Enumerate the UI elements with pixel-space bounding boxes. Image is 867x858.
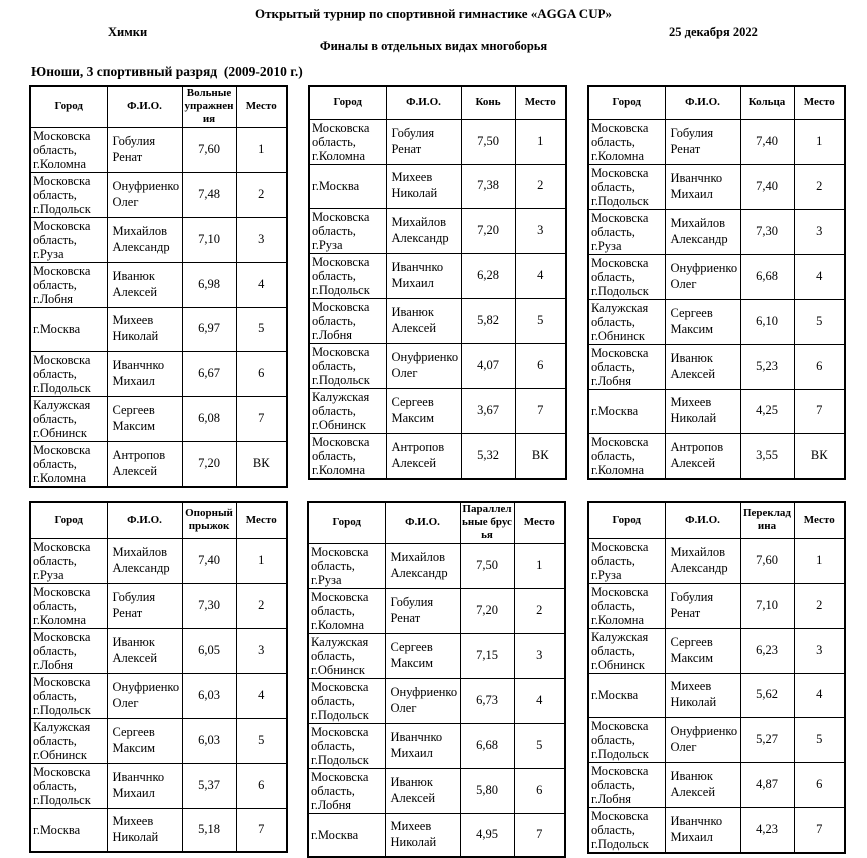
name-cell: Михайлов Александр (386, 208, 461, 253)
table-row (30, 441, 287, 487)
score-cell: 3,55 (740, 433, 794, 479)
score-cell: 6,68 (740, 254, 794, 299)
category-heading: Юноши, 3 спортивный разряд (2009-2010 г.) (31, 64, 303, 79)
table-row (588, 538, 845, 583)
results-table-vault (29, 501, 288, 853)
name-cell: Иванчнко Михаил (665, 807, 740, 853)
score-cell: 7,40 (740, 164, 794, 209)
place-cell: 4 (514, 678, 565, 723)
table-row (588, 344, 845, 389)
name-cell: Гобулия Ренат (107, 127, 182, 172)
city-column-header: Город (309, 86, 386, 119)
table-row (309, 208, 566, 253)
city-cell: Калужская область, г.Обнинск (30, 718, 107, 763)
score-cell: 6,67 (182, 351, 236, 396)
name-column-header: Ф.И.О. (386, 86, 461, 119)
event-column-header: Кольца (740, 86, 794, 119)
name-cell: Иванюк Алексей (665, 762, 740, 807)
city-cell: Московска область, г.Подольск (308, 678, 385, 723)
city-cell: г.Москва (30, 808, 107, 852)
score-cell: 6,73 (460, 678, 514, 723)
name-column-header: Ф.И.О. (385, 502, 460, 543)
table-row (588, 628, 845, 673)
city-cell: г.Москва (588, 673, 665, 717)
city-cell: г.Москва (308, 813, 385, 857)
name-cell: Антропов Алексей (665, 433, 740, 479)
table-row (309, 388, 566, 433)
table-row (30, 628, 287, 673)
table-row (309, 164, 566, 208)
score-cell: 7,40 (182, 538, 236, 583)
header-row (308, 502, 565, 543)
table-row (308, 588, 565, 633)
place-cell: 7 (794, 807, 845, 853)
city-column-header: Город (308, 502, 385, 543)
score-cell: 7,15 (460, 633, 514, 678)
place-column-header: Место (794, 86, 845, 119)
place-cell: 5 (794, 299, 845, 344)
city-cell: Московска область, г.Лобня (309, 298, 386, 343)
place-cell: 2 (236, 583, 287, 628)
table-row (30, 396, 287, 441)
table-row (308, 678, 565, 723)
city-cell: Московска область, г.Коломна (30, 127, 107, 172)
city-cell: Московска область, г.Лобня (588, 762, 665, 807)
city-column-header: Город (588, 86, 665, 119)
score-cell: 4,23 (740, 807, 794, 853)
name-column-header: Ф.И.О. (107, 502, 182, 538)
table-row (30, 583, 287, 628)
place-cell: 6 (794, 762, 845, 807)
city-cell: Калужская область, г.Обнинск (309, 388, 386, 433)
place-cell: 1 (515, 119, 566, 164)
score-cell: 7,50 (460, 543, 514, 588)
city-cell: г.Москва (30, 307, 107, 351)
name-cell: Михайлов Александр (107, 538, 182, 583)
results-table-floor-exercise (29, 85, 288, 488)
name-column-header: Ф.И.О. (665, 502, 740, 538)
place-cell: 7 (794, 389, 845, 433)
city-cell: Московска область, г.Руза (588, 209, 665, 254)
place-cell: 7 (236, 396, 287, 441)
city-cell: Московска область, г.Коломна (30, 583, 107, 628)
city-cell: Калужская область, г.Обнинск (30, 396, 107, 441)
name-column-header: Ф.И.О. (665, 86, 740, 119)
place-cell: 1 (514, 543, 565, 588)
name-cell: Михайлов Александр (107, 217, 182, 262)
table-row (308, 633, 565, 678)
city-cell: Калужская область, г.Обнинск (588, 628, 665, 673)
score-cell: 4,07 (461, 343, 515, 388)
score-cell: 7,10 (740, 583, 794, 628)
score-cell: 6,08 (182, 396, 236, 441)
name-cell: Гобулия Ренат (385, 588, 460, 633)
event-column-header: Параллельные брусья (460, 502, 514, 543)
score-cell: 7,20 (460, 588, 514, 633)
score-cell: 6,28 (461, 253, 515, 298)
city-cell: Московска область, г.Руза (309, 208, 386, 253)
results-table-rings (587, 85, 846, 480)
table-row (588, 164, 845, 209)
score-cell: 7,40 (740, 119, 794, 164)
place-cell: 3 (794, 628, 845, 673)
name-cell: Иванчнко Михаил (107, 351, 182, 396)
score-cell: 6,97 (182, 307, 236, 351)
finals-subtitle: Финалы в отдельных видах многоборья (319, 39, 548, 53)
name-cell: Сергеев Максим (107, 718, 182, 763)
table-row (588, 299, 845, 344)
name-cell: Михеев Николай (386, 164, 461, 208)
name-cell: Антропов Алексей (386, 433, 461, 479)
city-cell: Московска область, г.Лобня (30, 628, 107, 673)
place-cell: 4 (794, 673, 845, 717)
name-cell: Михеев Николай (665, 389, 740, 433)
score-cell: 7,10 (182, 217, 236, 262)
table-row (308, 813, 565, 857)
place-cell: 2 (514, 588, 565, 633)
score-cell: 6,03 (182, 673, 236, 718)
city-cell: Московска область, г.Руза (30, 217, 107, 262)
place-column-header: Место (236, 502, 287, 538)
name-cell: Михеев Николай (107, 808, 182, 852)
table-row (30, 718, 287, 763)
tournament-title: Открытый турнир по спортивной гимнастике «AGGA CUP» (254, 6, 613, 21)
place-column-header: Место (794, 502, 845, 538)
table-row (309, 433, 566, 479)
score-cell: 7,38 (461, 164, 515, 208)
table-row (588, 119, 845, 164)
city-cell: Московска область, г.Коломна (588, 119, 665, 164)
name-cell: Михайлов Александр (665, 209, 740, 254)
place-cell: 3 (514, 633, 565, 678)
table-row (30, 262, 287, 307)
score-cell: 5,37 (182, 763, 236, 808)
place-cell: 1 (794, 538, 845, 583)
name-cell: Иванчнко Михаил (386, 253, 461, 298)
place-column-header: Место (514, 502, 565, 543)
place-cell: 7 (515, 388, 566, 433)
name-cell: Иванюк Алексей (107, 262, 182, 307)
place-cell: ВК (794, 433, 845, 479)
score-cell: 7,60 (740, 538, 794, 583)
event-column-header: Опорный прыжок (182, 502, 236, 538)
city-cell: Московска область, г.Лобня (588, 344, 665, 389)
city-cell: Московска область, г.Подольск (588, 807, 665, 853)
city-cell: Московска область, г.Подольск (588, 164, 665, 209)
place-cell: 5 (514, 723, 565, 768)
city-cell: Московска область, г.Подольск (309, 253, 386, 298)
place-cell: 6 (514, 768, 565, 813)
name-cell: Иванюк Алексей (665, 344, 740, 389)
place-cell: 7 (236, 808, 287, 852)
table-row (308, 723, 565, 768)
city-cell: Московска область, г.Руза (30, 538, 107, 583)
score-cell: 6,98 (182, 262, 236, 307)
place-cell: 4 (236, 262, 287, 307)
place-cell: 6 (794, 344, 845, 389)
header-row (588, 86, 845, 119)
city-cell: Московска область, г.Подольск (30, 673, 107, 718)
score-cell: 7,20 (182, 441, 236, 487)
score-cell: 5,32 (461, 433, 515, 479)
city-cell: Московска область, г.Подольск (30, 351, 107, 396)
score-cell: 6,68 (460, 723, 514, 768)
table-row (309, 343, 566, 388)
place-cell: 2 (515, 164, 566, 208)
table-row (588, 762, 845, 807)
table-row (308, 543, 565, 588)
place-column-header: Место (236, 86, 287, 127)
city-cell: Московска область, г.Подольск (309, 343, 386, 388)
city-column-header: Город (30, 86, 107, 127)
city-cell: г.Москва (588, 389, 665, 433)
name-column-header: Ф.И.О. (107, 86, 182, 127)
results-table-parallel-bars (307, 501, 566, 858)
table-row (308, 768, 565, 813)
name-cell: Сергеев Максим (665, 628, 740, 673)
score-cell: 6,23 (740, 628, 794, 673)
city-cell: Московска область, г.Руза (308, 543, 385, 588)
city-cell: Калужская область, г.Обнинск (308, 633, 385, 678)
table-row (30, 172, 287, 217)
place-cell: 3 (236, 217, 287, 262)
name-cell: Иванчнко Михаил (385, 723, 460, 768)
place-cell: 2 (794, 164, 845, 209)
table-row (30, 538, 287, 583)
city-cell: Московска область, г.Коломна (309, 433, 386, 479)
city-cell: Московска область, г.Подольск (588, 717, 665, 762)
place-cell: 7 (514, 813, 565, 857)
table-row (588, 583, 845, 628)
table-row (30, 307, 287, 351)
score-cell: 4,95 (460, 813, 514, 857)
score-cell: 5,62 (740, 673, 794, 717)
name-cell: Иванчнко Михаил (665, 164, 740, 209)
score-cell: 7,30 (740, 209, 794, 254)
score-cell: 5,80 (460, 768, 514, 813)
city-cell: Московска область, г.Лобня (308, 768, 385, 813)
name-cell: Михеев Николай (385, 813, 460, 857)
score-cell: 5,82 (461, 298, 515, 343)
name-cell: Михеев Николай (665, 673, 740, 717)
place-cell: 3 (515, 208, 566, 253)
name-cell: Онуфриенко Олег (107, 673, 182, 718)
name-cell: Иванюк Алексей (386, 298, 461, 343)
city-cell: Московска область, г.Коломна (588, 433, 665, 479)
place-cell: 5 (236, 718, 287, 763)
header-row (588, 502, 845, 538)
score-cell: 5,18 (182, 808, 236, 852)
name-cell: Онуфриенко Олег (665, 717, 740, 762)
header-row (30, 502, 287, 538)
score-cell: 5,27 (740, 717, 794, 762)
table-row (30, 217, 287, 262)
city-cell: Московска область, г.Руза (588, 538, 665, 583)
name-cell: Иванюк Алексей (107, 628, 182, 673)
place-cell: 2 (236, 172, 287, 217)
place-cell: 5 (794, 717, 845, 762)
city-cell: Московска область, г.Коломна (588, 583, 665, 628)
name-cell: Онуфриенко Олег (386, 343, 461, 388)
name-cell: Гобулия Ренат (665, 583, 740, 628)
table-row (588, 254, 845, 299)
score-cell: 4,25 (740, 389, 794, 433)
name-cell: Онуфриенко Олег (107, 172, 182, 217)
name-cell: Антропов Алексей (107, 441, 182, 487)
table-row (309, 298, 566, 343)
name-cell: Сергеев Максим (386, 388, 461, 433)
place-cell: ВК (515, 433, 566, 479)
name-cell: Михайлов Александр (665, 538, 740, 583)
name-cell: Гобулия Ренат (107, 583, 182, 628)
name-cell: Михайлов Александр (385, 543, 460, 588)
table-row (588, 807, 845, 853)
header-row (30, 86, 287, 127)
place-cell: 4 (515, 253, 566, 298)
score-cell: 3,67 (461, 388, 515, 433)
name-cell: Онуфриенко Олег (385, 678, 460, 723)
city-cell: г.Москва (309, 164, 386, 208)
city-cell: Московска область, г.Лобня (30, 262, 107, 307)
place-cell: 5 (236, 307, 287, 351)
name-cell: Сергеев Максим (665, 299, 740, 344)
score-cell: 4,87 (740, 762, 794, 807)
name-cell: Михеев Николай (107, 307, 182, 351)
score-cell: 6,10 (740, 299, 794, 344)
score-cell: 6,03 (182, 718, 236, 763)
city-cell: Московска область, г.Подольск (30, 763, 107, 808)
table-row (30, 673, 287, 718)
table-row (588, 673, 845, 717)
place-cell: 6 (515, 343, 566, 388)
place-cell: 5 (515, 298, 566, 343)
place-cell: 1 (794, 119, 845, 164)
place-cell: 4 (794, 254, 845, 299)
event-column-header: Конь (461, 86, 515, 119)
header-row (309, 86, 566, 119)
place-cell: 1 (236, 127, 287, 172)
score-cell: 7,30 (182, 583, 236, 628)
date-label: 25 декабря 2022 (669, 25, 758, 39)
place-cell: 3 (236, 628, 287, 673)
score-cell: 5,23 (740, 344, 794, 389)
place-cell: 4 (236, 673, 287, 718)
name-cell: Сергеев Максим (107, 396, 182, 441)
name-cell: Гобулия Ренат (386, 119, 461, 164)
results-table-horizontal-bar (587, 501, 846, 854)
name-cell: Иванчнко Михаил (107, 763, 182, 808)
score-cell: 6,05 (182, 628, 236, 673)
table-row (30, 351, 287, 396)
table-row (588, 389, 845, 433)
place-cell: 6 (236, 351, 287, 396)
score-cell: 7,50 (461, 119, 515, 164)
score-cell: 7,20 (461, 208, 515, 253)
city-cell: Калужская область, г.Обнинск (588, 299, 665, 344)
location-label: Химки (108, 25, 148, 39)
city-cell: Московска область, г.Коломна (308, 588, 385, 633)
place-column-header: Место (515, 86, 566, 119)
place-cell: 2 (794, 583, 845, 628)
results-table-pommel-horse (308, 85, 567, 480)
city-cell: Московска область, г.Подольск (30, 172, 107, 217)
table-row (30, 808, 287, 852)
table-row (30, 763, 287, 808)
score-cell: 7,48 (182, 172, 236, 217)
place-cell: 1 (236, 538, 287, 583)
score-cell: 7,60 (182, 127, 236, 172)
place-cell: 6 (236, 763, 287, 808)
city-cell: Московска область, г.Подольск (588, 254, 665, 299)
city-cell: Московска область, г.Коломна (30, 441, 107, 487)
name-cell: Сергеев Максим (385, 633, 460, 678)
place-cell: 3 (794, 209, 845, 254)
table-row (309, 119, 566, 164)
name-cell: Иванюк Алексей (385, 768, 460, 813)
city-column-header: Город (30, 502, 107, 538)
event-column-header: Вольные упражнения (182, 86, 236, 127)
table-row (588, 209, 845, 254)
table-row (588, 433, 845, 479)
table-row (30, 127, 287, 172)
place-cell: ВК (236, 441, 287, 487)
name-cell: Онуфриенко Олег (665, 254, 740, 299)
city-cell: Московска область, г.Коломна (309, 119, 386, 164)
name-cell: Гобулия Ренат (665, 119, 740, 164)
city-cell: Московска область, г.Подольск (308, 723, 385, 768)
table-row (309, 253, 566, 298)
city-column-header: Город (588, 502, 665, 538)
table-row (588, 717, 845, 762)
event-column-header: Перекладина (740, 502, 794, 538)
